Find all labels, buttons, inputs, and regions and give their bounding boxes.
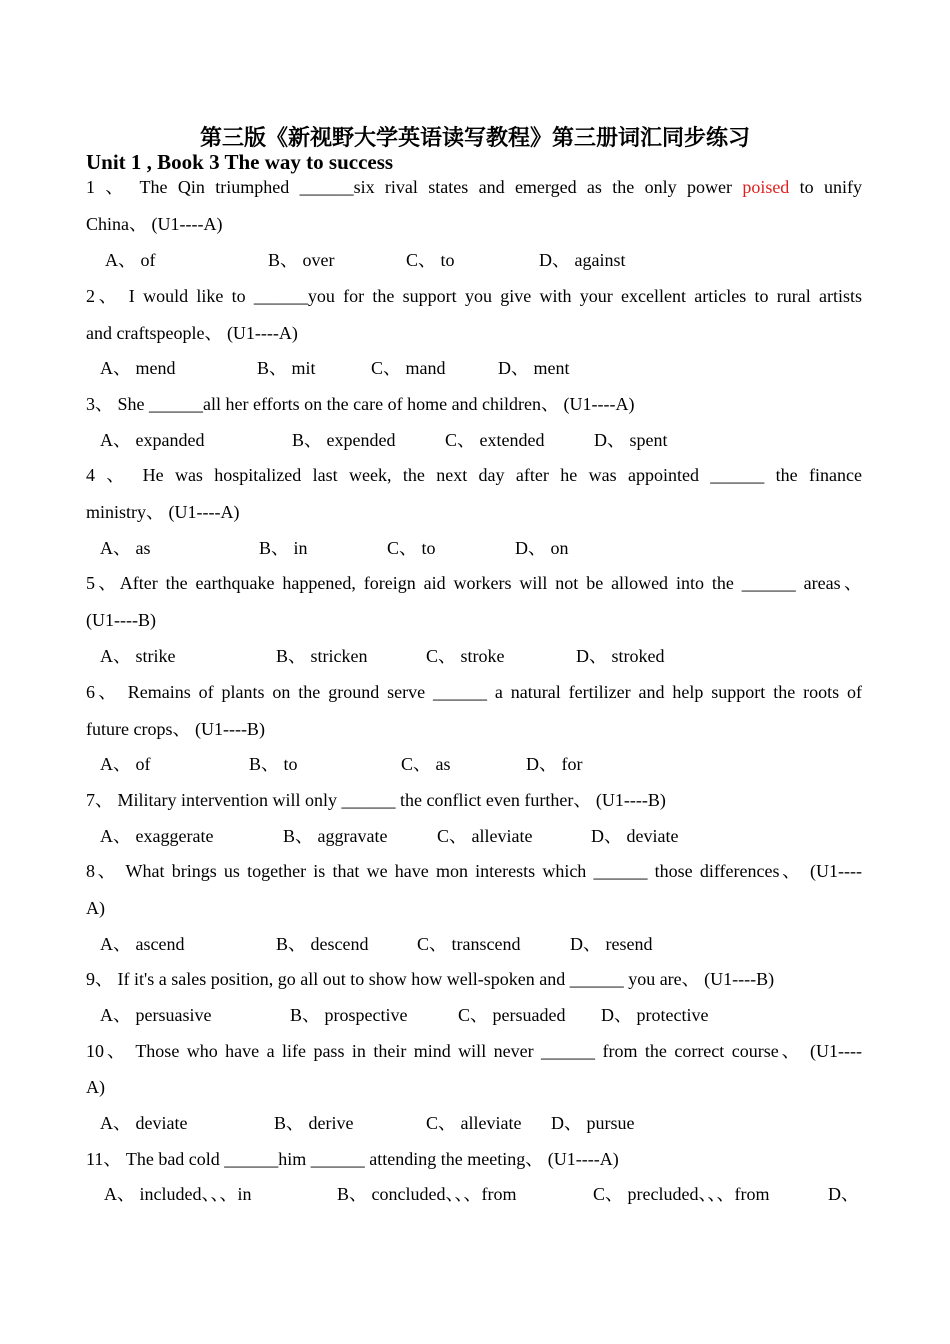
option-d: D、 protective <box>601 1005 709 1025</box>
option-c: C、 alleviate <box>437 826 533 846</box>
question-7-line-1: 7、 Military intervention will only ______ the conflict even further、 (U1----B) <box>86 790 666 810</box>
option-c: C、 transcend <box>417 934 521 954</box>
option-b: B、 stricken <box>276 646 368 666</box>
option-d: D、 deviate <box>591 826 679 846</box>
option-d: D、 on <box>515 538 569 558</box>
option-b: B、 concluded、、、from <box>337 1184 517 1204</box>
question-6-line-1: 6、 Remains of plants on the ground serve ______ a natural fertilizer and help support the roots of <box>86 682 862 702</box>
question-8-line-1: 8、 What brings us together is that we have mon interests which ______ those differences、 (U1---- <box>86 861 862 881</box>
option-c: C、 persuaded <box>458 1005 566 1025</box>
option-b: B、 derive <box>274 1113 354 1133</box>
question-9-line-1: 9、 If it's a sales position, go all out to show how well-spoken and ______ you are、 (U1----B) <box>86 969 775 989</box>
option-b: B、 in <box>259 538 308 558</box>
question-5-line-1: 5、After the earthquake happened, foreign aid workers will not be allowed into the ______ areas、 <box>86 573 862 593</box>
option-c: C、 extended <box>445 430 545 450</box>
question-text: to unify <box>789 177 863 197</box>
page-title: 第三版《新视野大学英语读写教程》第三册词汇同步练习 <box>199 125 750 151</box>
highlighted-word: poised <box>742 177 790 197</box>
option-b: B、 mit <box>257 358 316 378</box>
question-1-line-2: China、 (U1----A) <box>86 214 223 234</box>
option-d: D、 for <box>526 754 583 774</box>
option-a: A、 deviate <box>100 1113 188 1133</box>
option-d: D、 stroked <box>576 646 665 666</box>
option-a: A、 of <box>100 754 151 774</box>
question-2-line-1: 2、 I would like to ______you for the support you give with your excellent articles to rural artists <box>86 286 862 306</box>
option-d: D、 pursue <box>551 1113 635 1133</box>
option-b: B、 prospective <box>290 1005 408 1025</box>
question-5-line-2: (U1----B) <box>86 610 156 630</box>
option-d: D、 spent <box>594 430 668 450</box>
question-10-line-2: A) <box>86 1077 105 1097</box>
question-6-line-2: future crops、 (U1----B) <box>86 719 265 739</box>
option-c: C、 precluded、、、from <box>593 1184 770 1204</box>
option-a: A、 exaggerate <box>100 826 214 846</box>
option-a: A、 included、、、in <box>104 1184 252 1204</box>
option-a: A、 expanded <box>100 430 205 450</box>
option-b: B、 expended <box>292 430 396 450</box>
option-b: B、 over <box>268 250 335 270</box>
option-c: C、 to <box>406 250 455 270</box>
question-11-line-1: 11、 The bad cold ______him ______ attending the meeting、 (U1----A) <box>86 1149 619 1169</box>
option-c: C、 stroke <box>426 646 505 666</box>
option-a: A、 persuasive <box>100 1005 212 1025</box>
option-c: C、 as <box>401 754 451 774</box>
question-2-line-2: and craftspeople、 (U1----A) <box>86 323 298 343</box>
question-text: 1 、 The Qin triumphed ______six rival states and emerged as the only power <box>86 177 743 197</box>
question-10-line-1: 10、 Those who have a life pass in their mind will never ______ from the correct course、 (U1---- <box>86 1041 862 1061</box>
option-a: A、 mend <box>100 358 176 378</box>
question-4-line-1: 4 、 He was hospitalized last week, the next day after he was appointed ______ the finance <box>86 465 862 485</box>
option-d: D、 ment <box>498 358 570 378</box>
option-a: A、 of <box>105 250 156 270</box>
option-b: B、 descend <box>276 934 369 954</box>
option-b: B、 aggravate <box>283 826 388 846</box>
option-c: C、 alleviate <box>426 1113 522 1133</box>
question-8-line-2: A) <box>86 898 105 918</box>
option-c: C、 to <box>387 538 436 558</box>
question-3-line-1: 3、 She ______all her efforts on the care of home and children、 (U1----A) <box>86 394 635 414</box>
unit-heading: Unit 1 , Book 3 The way to success <box>86 150 394 174</box>
option-d: D、 against <box>539 250 626 270</box>
option-a: A、 ascend <box>100 934 185 954</box>
question-1-line-1 <box>86 176 862 198</box>
question-4-line-2: ministry、 (U1----A) <box>86 502 240 522</box>
option-b: B、 to <box>249 754 298 774</box>
option-d: D、 <box>828 1184 859 1204</box>
option-a: A、 strike <box>100 646 176 666</box>
option-c: C、 mand <box>371 358 446 378</box>
option-d: D、 resend <box>570 934 653 954</box>
option-a: A、 as <box>100 538 151 558</box>
